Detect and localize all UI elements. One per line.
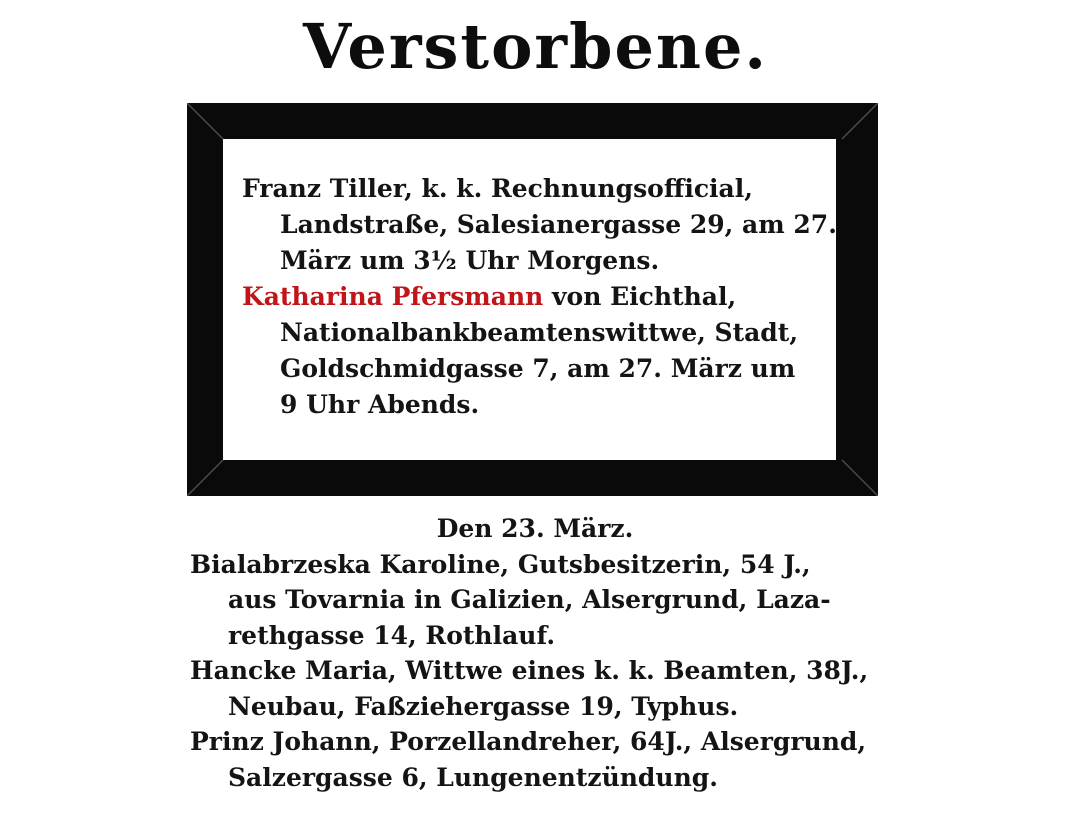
framed-entry-text: Franz Tiller, k. k. Rechnungsofficial, (242, 174, 753, 203)
list-item-2-line-1: Hancke Maria, Wittwe eines k. k. Beamten, 38J., (190, 656, 869, 685)
framed-entry-1-line-3: März um 3½ Uhr Morgens. (280, 246, 660, 275)
framed-entry-2-line-4: 9 Uhr Abends. (280, 390, 480, 419)
list-item-3-line-1: Prinz Johann, Porzellandreher, 64J., Alsergrund, (190, 727, 867, 756)
list-item-1-line-2: aus Tovarnia in Galizien, Alsergrund, Laza- (228, 585, 831, 614)
framed-entry-text: von Eichthal, (552, 282, 737, 311)
list-item-3-line-2: Salzergasse 6, Lungenentzündung. (228, 762, 718, 792)
framed-notices (242, 171, 837, 423)
mourning-border (187, 103, 878, 496)
page-title: Verstorbene. (303, 10, 768, 83)
date-heading: Den 23. März. (436, 514, 634, 543)
list-item-1-line-3: rethgasse 14, Rothlauf. (228, 620, 556, 650)
highlighted-name: Katharina Pfersmann (242, 282, 544, 311)
list-item-2-line-2: Neubau, Faßziehergasse 19, Typhus. (228, 691, 739, 721)
framed-entry-2-line-2: Nationalbankbeamtenswittwe, Stadt, (280, 318, 799, 347)
death-notice-list (190, 511, 890, 795)
framed-entry-2-line-1 (242, 279, 832, 315)
framed-entry-1-line-2: Landstraße, Salesianergasse 29, am 27. (280, 210, 837, 239)
framed-entry-1-line-1 (242, 171, 832, 207)
list-item-1-line-1: Bialabrzeska Karoline, Gutsbesitzerin, 54 J., (190, 549, 811, 579)
framed-entry-2-line-3: Goldschmidgasse 7, am 27. März um (280, 354, 796, 383)
